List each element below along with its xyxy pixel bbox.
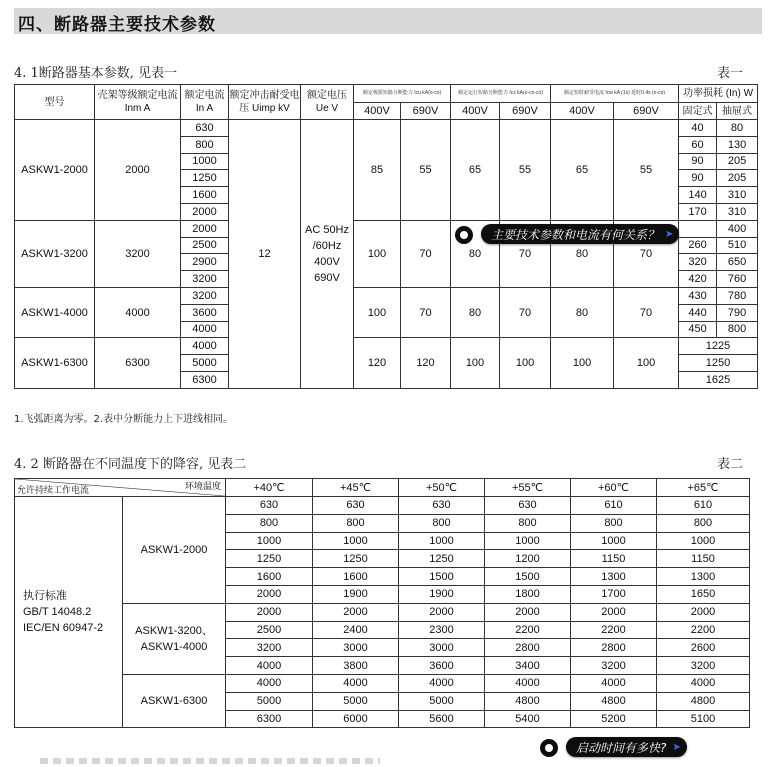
power-fixed-cell: 260 [679, 237, 717, 254]
current-cell: 1000 [485, 532, 571, 550]
power-fixed-cell: 450 [679, 321, 717, 338]
ics-690v-cell: 100 [500, 338, 551, 388]
current-cell: 1700 [571, 585, 657, 603]
current-cell: 2800 [485, 639, 571, 657]
current-cell: 800 [571, 514, 657, 532]
current-cell: 800 [399, 514, 485, 532]
icw-690v-cell: 70 [614, 287, 679, 337]
ics-400v-cell: 100 [451, 338, 500, 388]
current-cell: 4000 [313, 674, 399, 692]
temp-header: +55℃ [485, 479, 571, 497]
icu-400v-cell: 100 [354, 287, 401, 337]
rated-current-cell: 2000 [181, 203, 229, 220]
current-cell: 4000 [226, 674, 313, 692]
current-cell: 630 [399, 497, 485, 515]
table-row [15, 497, 750, 515]
current-cell: 5000 [399, 692, 485, 710]
power-drawer-cell: 310 [717, 203, 758, 220]
ics-400v-cell: 65 [451, 120, 500, 221]
power-drawer-cell: 130 [717, 136, 758, 153]
header-drawer: 抽屉式 [717, 103, 758, 120]
cell-line: /60Hz [312, 239, 342, 252]
header-690v: 690V [401, 103, 451, 120]
table2-tag: 表二 [717, 457, 744, 472]
ics-400v-cell: 80 [451, 220, 500, 287]
power-fixed-cell: 320 [679, 254, 717, 271]
cell-line: 执行标准 [23, 590, 67, 603]
current-cell: 4000 [657, 674, 750, 692]
current-cell: 1000 [313, 532, 399, 550]
rated-voltage-cell [301, 120, 354, 389]
current-cell: 2000 [226, 603, 313, 621]
model-cell [123, 603, 226, 674]
table2-caption: 4. 2 断路器在不同温度下的降容, 见表二 [14, 457, 247, 472]
current-cell: 6300 [226, 710, 313, 728]
current-cell: 4800 [571, 692, 657, 710]
header-rated-voltage: 额定电压 Ue V [301, 85, 354, 120]
current-cell: 2400 [313, 621, 399, 639]
current-cell: 4800 [485, 692, 571, 710]
current-cell: 3400 [485, 657, 571, 675]
power-drawer-cell: 760 [717, 271, 758, 288]
current-cell: 5100 [657, 710, 750, 728]
model-cell [123, 674, 226, 727]
current-cell: 800 [226, 514, 313, 532]
current-cell: 2300 [399, 621, 485, 639]
current-cell: 1200 [485, 550, 571, 568]
rated-current-cell: 800 [181, 136, 229, 153]
current-cell: 2000 [657, 603, 750, 621]
rated-current-cell: 1250 [181, 170, 229, 187]
rated-current-cell: 2000 [181, 220, 229, 237]
model-cell: ASKW1-4000 [15, 287, 95, 337]
section-title: 四、断路器主要技术参数 [18, 15, 216, 35]
icu-690v-cell: 120 [401, 338, 451, 388]
current-cell: 3200 [571, 657, 657, 675]
icu-400v-cell: 100 [354, 220, 401, 287]
power-drawer-cell: 650 [717, 254, 758, 271]
header-400v: 400V [551, 103, 614, 120]
header-icu: 额定极限短路分断能力 Icu kA(o-co) [354, 85, 451, 103]
current-cell: 1000 [226, 532, 313, 550]
header-icw: 额定短时耐受电流 Icw kA (1s) 延时0.4s (o-co) [551, 85, 679, 103]
current-cell: 630 [485, 497, 571, 515]
icu-690v-cell: 55 [401, 120, 451, 221]
question-text-2: 启动时间有多快? [576, 740, 667, 755]
current-cell: 1900 [313, 585, 399, 603]
table-row [15, 603, 750, 621]
temp-header: +65℃ [657, 479, 750, 497]
ics-690v-cell: 70 [500, 287, 551, 337]
current-cell: 4800 [657, 692, 750, 710]
power-drawer-cell: 790 [717, 304, 758, 321]
current-cell: 1600 [313, 568, 399, 586]
power-drawer-cell: 80 [717, 120, 758, 137]
icw-400v-cell: 100 [551, 338, 614, 388]
header-row [15, 85, 758, 103]
rated-current-cell: 2500 [181, 237, 229, 254]
rated-current-cell: 4000 [181, 321, 229, 338]
current-cell: 2000 [571, 603, 657, 621]
section-header [14, 8, 762, 34]
header-ics: 额定运行短路分断能力 Ics kA(o-co-co) [451, 85, 551, 103]
rated-current-cell: 4000 [181, 338, 229, 355]
corner-bottom-label: 允许持续工作电流 [17, 485, 90, 495]
model-cell: ASKW1-3200 [15, 220, 95, 287]
question-bubble-2[interactable] [566, 737, 687, 757]
table1-note: 1.飞弧距离为零。2.表中分断能力上下进线相同。 [14, 414, 234, 425]
power-drawer-cell: 800 [717, 321, 758, 338]
impulse-voltage-cell: 12 [229, 120, 301, 389]
power-drawer-cell: 310 [717, 187, 758, 204]
current-cell: 2200 [485, 621, 571, 639]
rated-current-cell: 3600 [181, 304, 229, 321]
header-690v: 690V [500, 103, 551, 120]
current-cell: 5000 [313, 692, 399, 710]
model-cell [123, 497, 226, 604]
power-fixed-cell: 140 [679, 187, 717, 204]
current-cell: 1600 [226, 568, 313, 586]
current-cell: 1000 [571, 532, 657, 550]
arrow-right-icon: ➤ [672, 741, 681, 753]
model-cell: ASKW1-2000 [15, 120, 95, 221]
table-row [15, 287, 758, 304]
rated-current-cell: 6300 [181, 371, 229, 388]
bubble-ring-icon [455, 226, 473, 244]
rated-current-cell: 630 [181, 120, 229, 137]
power-fixed-cell: 60 [679, 136, 717, 153]
power-drawer-cell: 205 [717, 170, 758, 187]
derating-table [14, 478, 750, 728]
cell-line: IEC/EN 60947-2 [23, 622, 104, 635]
current-cell: 2600 [657, 639, 750, 657]
current-cell: 1900 [399, 585, 485, 603]
current-cell: 5600 [399, 710, 485, 728]
bubble-ring-icon [540, 739, 558, 757]
current-cell: 1500 [485, 568, 571, 586]
current-cell: 3200 [226, 639, 313, 657]
cell-line: ASKW1-2000 [140, 543, 208, 556]
current-cell: 6000 [313, 710, 399, 728]
temp-header: +45℃ [313, 479, 399, 497]
cut-off-text-line [40, 758, 380, 764]
icw-690v-cell: 55 [614, 120, 679, 221]
header-model: 型号 [15, 85, 95, 120]
rated-current-cell: 1000 [181, 153, 229, 170]
header-power-loss: 功率损耗 (In) W [679, 85, 758, 103]
current-cell: 2200 [571, 621, 657, 639]
current-cell: 2800 [571, 639, 657, 657]
current-cell: 2000 [313, 603, 399, 621]
current-cell: 3000 [399, 639, 485, 657]
current-cell: 3200 [657, 657, 750, 675]
current-cell: 800 [657, 514, 750, 532]
header-row [15, 479, 750, 497]
cell-line: ASKW1-4000 [140, 640, 208, 653]
temp-header: +40℃ [226, 479, 313, 497]
current-cell: 1800 [485, 585, 571, 603]
header-frame-current: 壳架等级额定电流 Inm A [95, 85, 181, 120]
arrow-right-icon: ➤ [665, 228, 674, 240]
header-rated-current: 额定电流 In A [181, 85, 229, 120]
question-text-1: 主要技术参数和电流有何关系？ [491, 227, 660, 242]
current-cell: 2500 [226, 621, 313, 639]
header-400v: 400V [451, 103, 500, 120]
table1-caption: 4. 1断路器基本参数, 见表一 [14, 66, 178, 81]
question-bubble-1[interactable] [481, 224, 679, 244]
current-cell: 1000 [657, 532, 750, 550]
current-cell: 630 [313, 497, 399, 515]
icu-400v-cell: 120 [354, 338, 401, 388]
ics-400v-cell: 80 [451, 287, 500, 337]
current-cell: 5400 [485, 710, 571, 728]
current-cell: 2000 [485, 603, 571, 621]
current-cell: 4000 [571, 674, 657, 692]
table-row [15, 674, 750, 692]
header-400v: 400V [354, 103, 401, 120]
current-cell: 2000 [226, 585, 313, 603]
table-row [15, 120, 758, 137]
power-fixed-cell [679, 220, 717, 237]
icw-400v-cell: 65 [551, 120, 614, 221]
header-impulse-voltage: 额定冲击耐受电压 Uimp kV [229, 85, 301, 120]
power-merged-cell: 1225 [679, 338, 758, 355]
icu-400v-cell: 85 [354, 120, 401, 221]
current-cell: 3000 [313, 639, 399, 657]
current-cell: 1500 [399, 568, 485, 586]
rated-current-cell: 3200 [181, 287, 229, 304]
current-cell: 1250 [399, 550, 485, 568]
current-cell: 610 [657, 497, 750, 515]
icw-690v-cell: 100 [614, 338, 679, 388]
icw-690v-cell: 70 [614, 220, 679, 287]
power-drawer-cell: 780 [717, 287, 758, 304]
power-fixed-cell: 440 [679, 304, 717, 321]
current-cell: 4000 [226, 657, 313, 675]
current-cell: 5000 [226, 692, 313, 710]
header-fixed: 固定式 [679, 103, 717, 120]
power-fixed-cell: 90 [679, 153, 717, 170]
cell-line: 400V [314, 255, 340, 268]
frame-current-cell: 4000 [95, 287, 181, 337]
table-row [15, 338, 758, 355]
rated-current-cell: 5000 [181, 355, 229, 372]
temp-header: +50℃ [399, 479, 485, 497]
current-cell: 1000 [399, 532, 485, 550]
corner-header [15, 479, 226, 497]
current-cell: 1650 [657, 585, 750, 603]
icu-690v-cell: 70 [401, 220, 451, 287]
cell-line: ASKW1-3200、 [135, 624, 213, 637]
cell-line: GB/T 14048.2 [23, 606, 92, 619]
icw-400v-cell: 80 [551, 220, 614, 287]
power-drawer-cell: 400 [717, 220, 758, 237]
power-merged-cell: 1250 [679, 355, 758, 372]
current-cell: 5200 [571, 710, 657, 728]
standard-cell [15, 497, 123, 728]
icw-400v-cell: 80 [551, 287, 614, 337]
header-690v: 690V [614, 103, 679, 120]
current-cell: 1250 [313, 550, 399, 568]
current-cell: 3800 [313, 657, 399, 675]
power-fixed-cell: 430 [679, 287, 717, 304]
rated-current-cell: 2900 [181, 254, 229, 271]
current-cell: 610 [571, 497, 657, 515]
power-merged-cell: 1625 [679, 371, 758, 388]
cell-line: AC 50Hz [304, 223, 350, 236]
current-cell: 1250 [226, 550, 313, 568]
table1-tag: 表一 [717, 66, 744, 81]
current-cell: 1150 [657, 550, 750, 568]
frame-current-cell: 3200 [95, 220, 181, 287]
power-fixed-cell: 170 [679, 203, 717, 220]
corner-top-label: 环境温度 [184, 481, 221, 491]
frame-current-cell: 2000 [95, 120, 181, 221]
cell-line: 690V [314, 271, 340, 284]
ics-690v-cell: 55 [500, 120, 551, 221]
power-fixed-cell: 420 [679, 271, 717, 288]
temp-header: +60℃ [571, 479, 657, 497]
frame-current-cell: 6300 [95, 338, 181, 388]
current-cell: 2200 [657, 621, 750, 639]
current-cell: 4000 [399, 674, 485, 692]
power-drawer-cell: 510 [717, 237, 758, 254]
current-cell: 800 [313, 514, 399, 532]
power-fixed-cell: 90 [679, 170, 717, 187]
model-cell: ASKW1-6300 [15, 338, 95, 388]
current-cell: 1150 [571, 550, 657, 568]
ics-690v-cell: 70 [500, 220, 551, 287]
current-cell: 2000 [399, 603, 485, 621]
cell-line: ASKW1-6300 [140, 695, 208, 708]
rated-current-cell: 1600 [181, 187, 229, 204]
current-cell: 800 [485, 514, 571, 532]
current-cell: 1300 [571, 568, 657, 586]
current-cell: 630 [226, 497, 313, 515]
current-cell: 3600 [399, 657, 485, 675]
power-fixed-cell: 40 [679, 120, 717, 137]
icu-690v-cell: 70 [401, 287, 451, 337]
rated-current-cell: 3200 [181, 271, 229, 288]
power-drawer-cell: 205 [717, 153, 758, 170]
current-cell: 1300 [657, 568, 750, 586]
current-cell: 4000 [485, 674, 571, 692]
